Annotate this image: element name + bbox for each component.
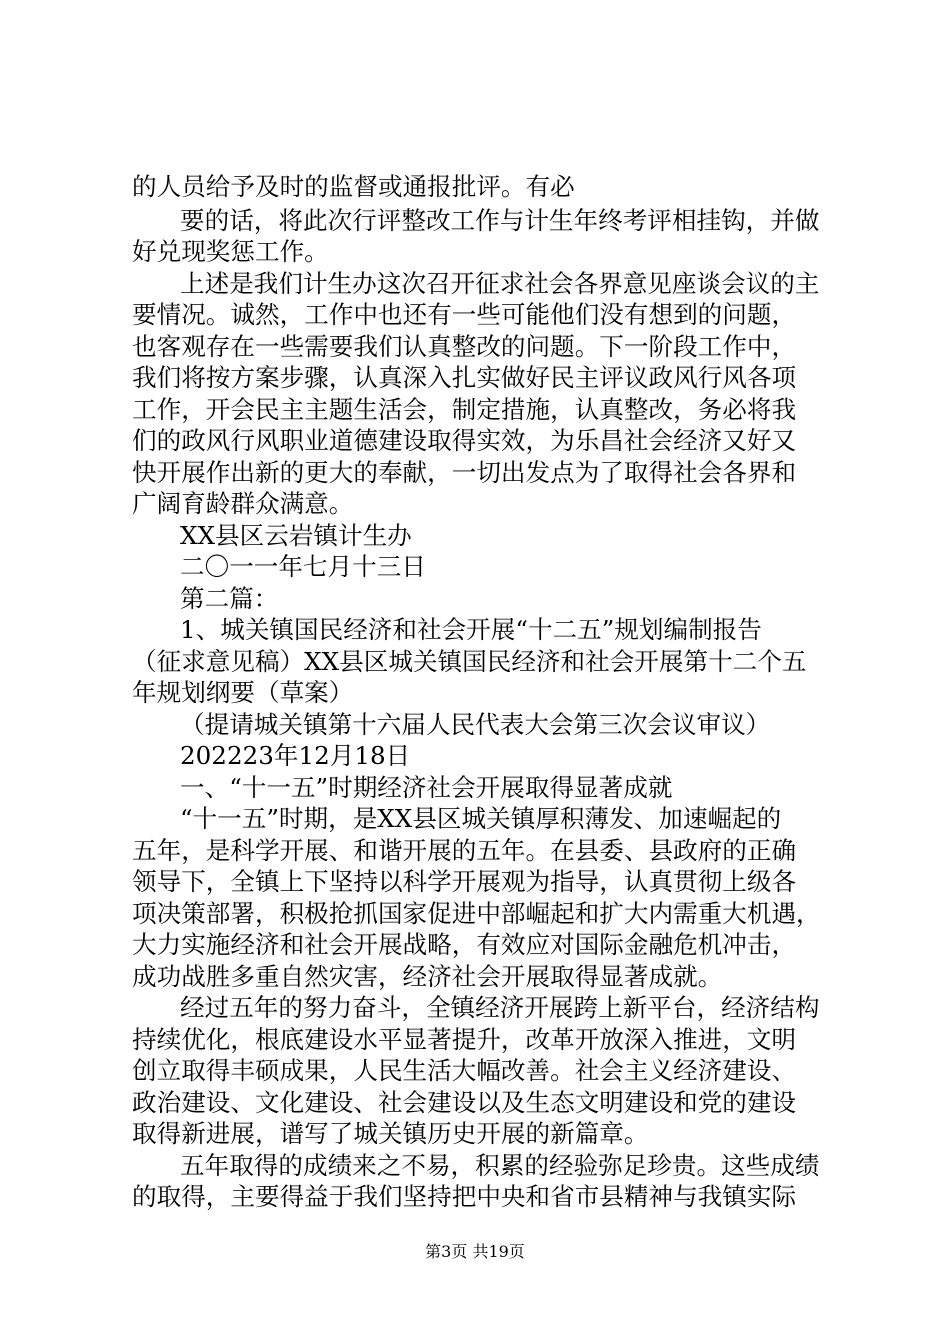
text-line: 快开展作出新的更大的奉献，一切出发点为了取得社会各界和 [132, 458, 797, 487]
signature-date: 二〇一一年七月十三日 [180, 552, 426, 581]
text-line: 年规划纲要（草案） [132, 678, 354, 707]
text-line: 也客观存在一些需要我们认真整改的问题。下一阶段工作中， [132, 332, 797, 361]
signature-office: XX县区云岩镇计生办 [180, 521, 412, 550]
text-line: 工作，开会民主主题生活会，制定措施，认真整改，务必将我 [132, 395, 797, 424]
subsection-heading: 一、“十一五”时期经济社会开展取得显著成就 [180, 773, 673, 802]
text-line: 要的话，将此次行评整改工作与计生年终考评相挂钩，并做 [180, 206, 820, 235]
text-line: 的取得，主要得益于我们坚持把中央和省市县精神与我镇实际 [132, 1182, 797, 1211]
text-line: 要情况。诚然，工作中也还有一些可能他们没有想到的问题， [132, 300, 797, 329]
text-line: 领导下，全镇上下坚持以科学开展观为指导，认真贯彻上级各 [132, 867, 797, 896]
text-line: （提请城关镇第十六届人民代表大会第三次会议审议） [180, 710, 771, 739]
text-line: 广阔育龄群众满意。 [132, 489, 354, 518]
text-line: “十一五”时期，是XX县区城关镇厚积薄发、加速崛起的 [180, 804, 782, 833]
text-line: 成功战胜多重自然灾害，经济社会开展取得显著成就。 [132, 962, 723, 991]
text-line: 上述是我们计生办这次召开征求社会各界意见座谈会议的主 [180, 269, 820, 298]
text-line: 取得新进展，谱写了城关镇历史开展的新篇章。 [132, 1119, 649, 1148]
text-line: 五年取得的成绩来之不易，积累的经验弥足珍贵。这些成绩 [180, 1151, 820, 1180]
text-line: （征求意见稿）XX县区城关镇国民经济和社会开展第十二个五 [132, 647, 807, 676]
report-date: 202223年12月18日 [180, 741, 411, 770]
document-title: 1、城关镇国民经济和社会开展“十二五”规划编制报告 [180, 615, 762, 644]
text-line: 政治建设、文化建设、社会建设以及生态文明建设和党的建设 [132, 1088, 797, 1117]
text-line: 的人员给予及时的监督或通报批评。有必 [132, 172, 575, 201]
page-number-footer: 第3页 共19页 [425, 1242, 525, 1261]
section-heading: 第二篇： [180, 584, 279, 613]
text-line: 好兑现奖惩工作。 [132, 237, 329, 266]
text-line: 们的政风行风职业道德建设取得实效，为乐昌社会经济又好又 [132, 426, 797, 455]
text-line: 大力实施经济和社会开展战略，有效应对国际金融危机冲击， [132, 930, 797, 959]
text-line: 我们将按方案步骤，认真深入扎实做好民主评议政风行风各项 [132, 363, 797, 392]
text-line: 经过五年的努力奋斗，全镇经济开展跨上新平台，经济结构 [180, 993, 820, 1022]
text-line: 五年，是科学开展、和谐开展的五年。在县委、县政府的正确 [132, 836, 797, 865]
text-line: 创立取得丰硕成果，人民生活大幅改善。社会主义经济建设、 [132, 1056, 797, 1085]
text-line: 项决策部署，积极抢抓国家促进中部崛起和扩大内需重大机遇， [132, 899, 821, 928]
text-line: 持续优化，根底建设水平显著提升，改革开放深入推进，文明 [132, 1025, 797, 1054]
